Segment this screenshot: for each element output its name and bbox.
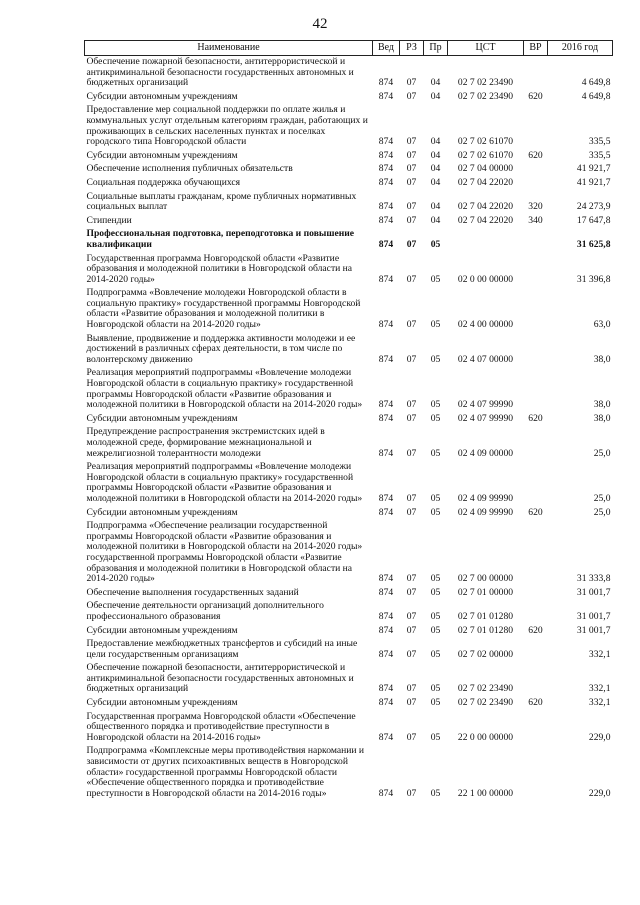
row-pr: 04 (430, 176, 441, 188)
row-pr: 05 (430, 586, 441, 598)
row-vr (524, 163, 548, 177)
table-row (85, 228, 613, 252)
table-row (85, 625, 613, 639)
row-cst: 02 7 04 22020 (457, 201, 514, 213)
row-cst: 02 7 02 23490 (457, 683, 514, 695)
row-ved: 874 (378, 214, 394, 226)
row-vr (524, 745, 548, 801)
row-vr (524, 711, 548, 746)
row-cst: 02 7 04 22020 (457, 214, 514, 226)
row-vr (524, 461, 548, 506)
row-vr (524, 367, 548, 412)
row-rz: 07 (406, 77, 417, 89)
header-rz: РЗ (400, 41, 424, 56)
row-amount: 38,0 (593, 412, 611, 424)
row-amount: 4 649,8 (581, 90, 611, 102)
row-vr: 620 (528, 412, 543, 424)
row-ved: 874 (378, 492, 394, 504)
row-pr: 04 (430, 149, 441, 161)
row-pr: 04 (430, 90, 441, 102)
row-ved: 874 (378, 648, 394, 660)
row-name: Обеспечение пожарной безопасности, антитеррористической и антикриминальной безопасности государственных автономных и бюджетных организаций (86, 662, 354, 695)
row-cst: 22 1 00 00000 (457, 787, 514, 799)
row-rz: 07 (406, 573, 417, 585)
row-cst: 02 7 02 23490 (457, 77, 514, 89)
row-cst: 02 4 07 00000 (457, 353, 514, 365)
row-vr: 320 (528, 201, 543, 213)
row-pr: 05 (430, 273, 441, 285)
row-ved: 874 (378, 238, 394, 250)
row-pr: 05 (430, 697, 441, 709)
row-pr: 05 (430, 506, 441, 518)
header-name: Наименование (85, 41, 373, 56)
row-cst: 02 0 00 00000 (457, 273, 514, 285)
row-rz: 07 (406, 492, 417, 504)
table-row (85, 638, 613, 662)
table-row (85, 56, 613, 91)
row-pr: 04 (430, 136, 441, 148)
row-amount: 25,0 (593, 447, 611, 459)
row-rz: 07 (406, 163, 417, 175)
row-rz: 07 (406, 787, 417, 799)
row-amount: 25,0 (593, 492, 611, 504)
table-row (85, 507, 613, 521)
row-cst: 02 7 04 00000 (457, 163, 514, 175)
row-ved: 874 (378, 506, 394, 518)
header-vr: ВР (524, 41, 548, 56)
table-row (85, 104, 613, 149)
table-row (85, 287, 613, 332)
row-cst: 02 7 01 01280 (457, 624, 514, 636)
row-vr: 620 (528, 506, 543, 518)
row-pr: 05 (430, 731, 441, 743)
row-vr (524, 333, 548, 368)
row-pr: 04 (430, 201, 441, 213)
row-ved: 874 (378, 77, 394, 89)
row-amount: 41 921,7 (576, 176, 611, 188)
table-row (85, 177, 613, 191)
row-name: Обеспечение выполнения государственных заданий (86, 586, 299, 598)
table-body (85, 56, 613, 802)
table-row (85, 662, 613, 697)
row-amount: 17 647,8 (576, 214, 611, 226)
table-row (85, 413, 613, 427)
row-pr: 05 (430, 399, 441, 411)
row-ved: 874 (378, 731, 394, 743)
row-pr: 04 (430, 214, 441, 226)
row-rz: 07 (406, 586, 417, 598)
row-rz: 07 (406, 136, 417, 148)
row-name: Субсидии автономным учреждениям (86, 506, 238, 518)
row-rz: 07 (406, 506, 417, 518)
row-cst: 02 7 02 23490 (457, 697, 514, 709)
row-rz: 07 (406, 697, 417, 709)
row-pr: 05 (430, 624, 441, 636)
row-ved: 874 (378, 201, 394, 213)
row-rz: 07 (406, 399, 417, 411)
table-row (85, 253, 613, 288)
row-name: Обеспечение исполнения публичных обязательств (86, 163, 293, 175)
row-amount: 24 273,9 (576, 201, 611, 213)
row-ved: 874 (378, 412, 394, 424)
row-rz: 07 (406, 176, 417, 188)
table-row (85, 150, 613, 164)
row-rz: 07 (406, 624, 417, 636)
row-cst: 02 4 09 99990 (457, 506, 514, 518)
row-name: Реализация мероприятий подпрограммы «Вовлечение молодежи Новгородской области в социальную практику» государственной программы Новгородской области «Развитие образования и молодежной политики в Новгородской области на 2014-2020 годы» (86, 367, 363, 411)
row-ved: 874 (378, 149, 394, 161)
row-ved: 874 (378, 136, 394, 148)
table-row (85, 191, 613, 215)
row-pr: 05 (430, 787, 441, 799)
table-row (85, 520, 613, 587)
row-cst: 02 7 01 00000 (457, 586, 514, 598)
row-amount: 31 001,7 (576, 624, 611, 636)
row-amount: 41 921,7 (576, 163, 611, 175)
row-amount: 4 649,8 (581, 77, 611, 89)
table-row (85, 91, 613, 105)
row-pr: 05 (430, 683, 441, 695)
row-vr (524, 662, 548, 697)
row-name: Профессиональная подготовка, переподготовка и повышение квалификации (86, 228, 355, 250)
row-vr (524, 587, 548, 601)
row-name: Субсидии автономным учреждениям (86, 697, 238, 709)
row-vr (524, 600, 548, 624)
row-vr (524, 253, 548, 288)
row-rz: 07 (406, 683, 417, 695)
row-cst: 02 7 04 22020 (457, 176, 514, 188)
budget-table (84, 40, 613, 801)
row-name: Субсидии автономным учреждениям (86, 149, 238, 161)
row-vr (524, 177, 548, 191)
row-ved: 874 (378, 399, 394, 411)
row-cst: 02 7 00 00000 (457, 573, 514, 585)
row-name: Обеспечение пожарной безопасности, антитеррористической и антикриминальной безопасности государственных автономных и бюджетных организаций (86, 56, 354, 89)
row-rz: 07 (406, 353, 417, 365)
row-ved: 874 (378, 176, 394, 188)
row-vr (524, 426, 548, 461)
row-amount: 332,1 (588, 697, 611, 709)
row-vr: 620 (528, 697, 543, 709)
row-name: Стипендии (86, 214, 132, 226)
table-row (85, 745, 613, 801)
row-vr: 620 (528, 90, 543, 102)
row-vr (524, 228, 548, 252)
row-rz: 07 (406, 201, 417, 213)
row-vr: 340 (528, 214, 543, 226)
table-row (85, 163, 613, 177)
page-number: 42 (312, 16, 328, 32)
row-ved: 874 (378, 163, 394, 175)
row-amount: 38,0 (593, 353, 611, 365)
row-rz: 07 (406, 273, 417, 285)
row-vr (524, 520, 548, 587)
row-ved: 874 (378, 586, 394, 598)
row-ved: 874 (378, 573, 394, 585)
row-name: Социальная поддержка обучающихся (86, 176, 241, 188)
row-amount: 229,0 (588, 787, 611, 799)
table-row (85, 461, 613, 506)
row-name: Субсидии автономным учреждениям (86, 412, 238, 424)
row-rz: 07 (406, 610, 417, 622)
row-amount: 332,1 (588, 683, 611, 695)
row-vr (524, 287, 548, 332)
table-row (85, 426, 613, 461)
row-vr: 620 (528, 149, 543, 161)
row-rz: 07 (406, 149, 417, 161)
row-ved: 874 (378, 447, 394, 459)
row-pr: 05 (430, 447, 441, 459)
row-name: Предоставление межбюджетных трансфертов и субсидий на иные цели государственным организациям (86, 638, 358, 660)
row-pr: 04 (430, 163, 441, 175)
row-name: Подпрограмма «Вовлечение молодежи Новгородской области в социальную практику» государственной программы Новгородской области «Развитие образования и молодежной политики в Новгородской области на 2014-2020 годы» (86, 287, 361, 331)
header-cst: ЦСТ (448, 41, 524, 56)
row-name: Субсидии автономным учреждениям (86, 90, 238, 102)
row-cst: 02 4 09 00000 (457, 447, 514, 459)
row-pr: 05 (430, 492, 441, 504)
row-amount: 332,1 (588, 648, 611, 660)
row-rz: 07 (406, 238, 417, 250)
row-cst: 02 7 02 61070 (457, 136, 514, 148)
row-amount: 38,0 (593, 399, 611, 411)
row-pr: 05 (430, 353, 441, 365)
table-row (85, 333, 613, 368)
row-cst: 02 4 00 00000 (457, 319, 514, 331)
row-cst: 02 4 07 99990 (457, 399, 514, 411)
row-amount: 31 625,8 (576, 238, 611, 250)
row-pr: 05 (430, 319, 441, 331)
row-name: Социальные выплаты гражданам, кроме публичных нормативных социальных выплат (86, 190, 357, 213)
row-rz: 07 (406, 648, 417, 660)
row-ved: 874 (378, 319, 394, 331)
row-name: Предупреждение распространения экстремистских идей в молодежной среде, формирование межнациональной и межрелигиозной толерантности молодежи (86, 426, 325, 459)
header-year: 2016 год (548, 41, 613, 56)
row-cst: 02 7 01 01280 (457, 610, 514, 622)
row-amount: 31 001,7 (576, 586, 611, 598)
row-amount: 31 396,8 (576, 273, 611, 285)
row-cst: 02 4 07 99990 (457, 412, 514, 424)
table-row (85, 215, 613, 229)
row-pr: 04 (430, 77, 441, 89)
row-name: Подпрограмма «Обеспечение реализации государственной программы Новгородской области «Развитие образования и молодежной политики в Новгородской области на 2014-2020 годы» государственной программы Новгородской области «Развитие образования и молодежной политики в Новгородской области на 2014-2020 годы» (86, 520, 363, 585)
row-cst: 22 0 00 00000 (457, 731, 514, 743)
row-ved: 874 (378, 273, 394, 285)
row-amount: 31 001,7 (576, 610, 611, 622)
table-header-row (85, 41, 613, 56)
row-amount: 335,5 (588, 136, 611, 148)
row-name: Государственная программа Новгородской области «Обеспечение общественного порядка и противодействие преступности в Новгородской области на 2014-2016 годы» (86, 710, 356, 743)
row-name: Государственная программа Новгородской области «Развитие образования и молодежной политики в Новгородской области на 2014-2020 годы» (86, 252, 353, 285)
row-rz: 07 (406, 319, 417, 331)
row-ved: 874 (378, 353, 394, 365)
row-amount: 229,0 (588, 731, 611, 743)
row-cst: 02 4 09 99990 (457, 492, 514, 504)
row-vr (524, 638, 548, 662)
row-name: Обеспечение деятельности организаций дополнительного профессионального образования (86, 600, 324, 622)
row-ved: 874 (378, 610, 394, 622)
row-amount: 335,5 (588, 149, 611, 161)
table-row (85, 587, 613, 601)
row-ved: 874 (378, 787, 394, 799)
row-ved: 874 (378, 624, 394, 636)
row-vr: 620 (528, 624, 543, 636)
table-row (85, 711, 613, 746)
row-vr (524, 56, 548, 91)
row-ved: 874 (378, 90, 394, 102)
row-name: Выявление, продвижение и поддержка активности молодежи и ее достижений в различных сферах деятельности, в том числе по волонтерскому движению (86, 332, 356, 365)
row-ved: 874 (378, 697, 394, 709)
row-cst: 02 7 02 00000 (457, 648, 514, 660)
row-pr: 05 (430, 648, 441, 660)
header-ved: Вед (373, 41, 400, 56)
header-pr: Пр (424, 41, 448, 56)
row-rz: 07 (406, 214, 417, 226)
row-name: Предоставление мер социальной поддержки по оплате жилья и коммунальных услуг отдельным категориям граждан, работающих и проживающих в сельских населенных пунктах и поселках городского типа Новгородской области (86, 104, 368, 148)
row-pr: 05 (430, 610, 441, 622)
row-name: Субсидии автономным учреждениям (86, 624, 238, 636)
row-name: Подпрограмма «Комплексные меры противодействия наркомании и зависимости от других психоактивных веществ в Новгородской области» государственной программы Новгородской области «Обеспечение общественного порядка и противодействие преступности в Новгородской области на 2014-2016 годы» (86, 745, 365, 799)
row-amount: 63,0 (593, 319, 611, 331)
table-row (85, 697, 613, 711)
row-vr (524, 104, 548, 149)
row-rz: 07 (406, 731, 417, 743)
row-name: Реализация мероприятий подпрограммы «Вовлечение молодежи Новгородской области в социальную практику» государственной программы Новгородской области «Развитие образования и молодежной политики в Новгородской области на 2014-2020 годы» (86, 461, 363, 504)
row-cst (448, 228, 524, 252)
row-rz: 07 (406, 412, 417, 424)
row-ved: 874 (378, 683, 394, 695)
row-cst: 02 7 02 61070 (457, 149, 514, 161)
row-pr: 05 (430, 412, 441, 424)
row-amount: 31 333,8 (576, 573, 611, 585)
row-rz: 07 (406, 90, 417, 102)
table-row (85, 367, 613, 412)
row-cst: 02 7 02 23490 (457, 90, 514, 102)
row-pr: 05 (430, 573, 441, 585)
row-amount: 25,0 (593, 506, 611, 518)
row-pr: 05 (430, 238, 441, 250)
table-row (85, 600, 613, 624)
row-rz: 07 (406, 447, 417, 459)
